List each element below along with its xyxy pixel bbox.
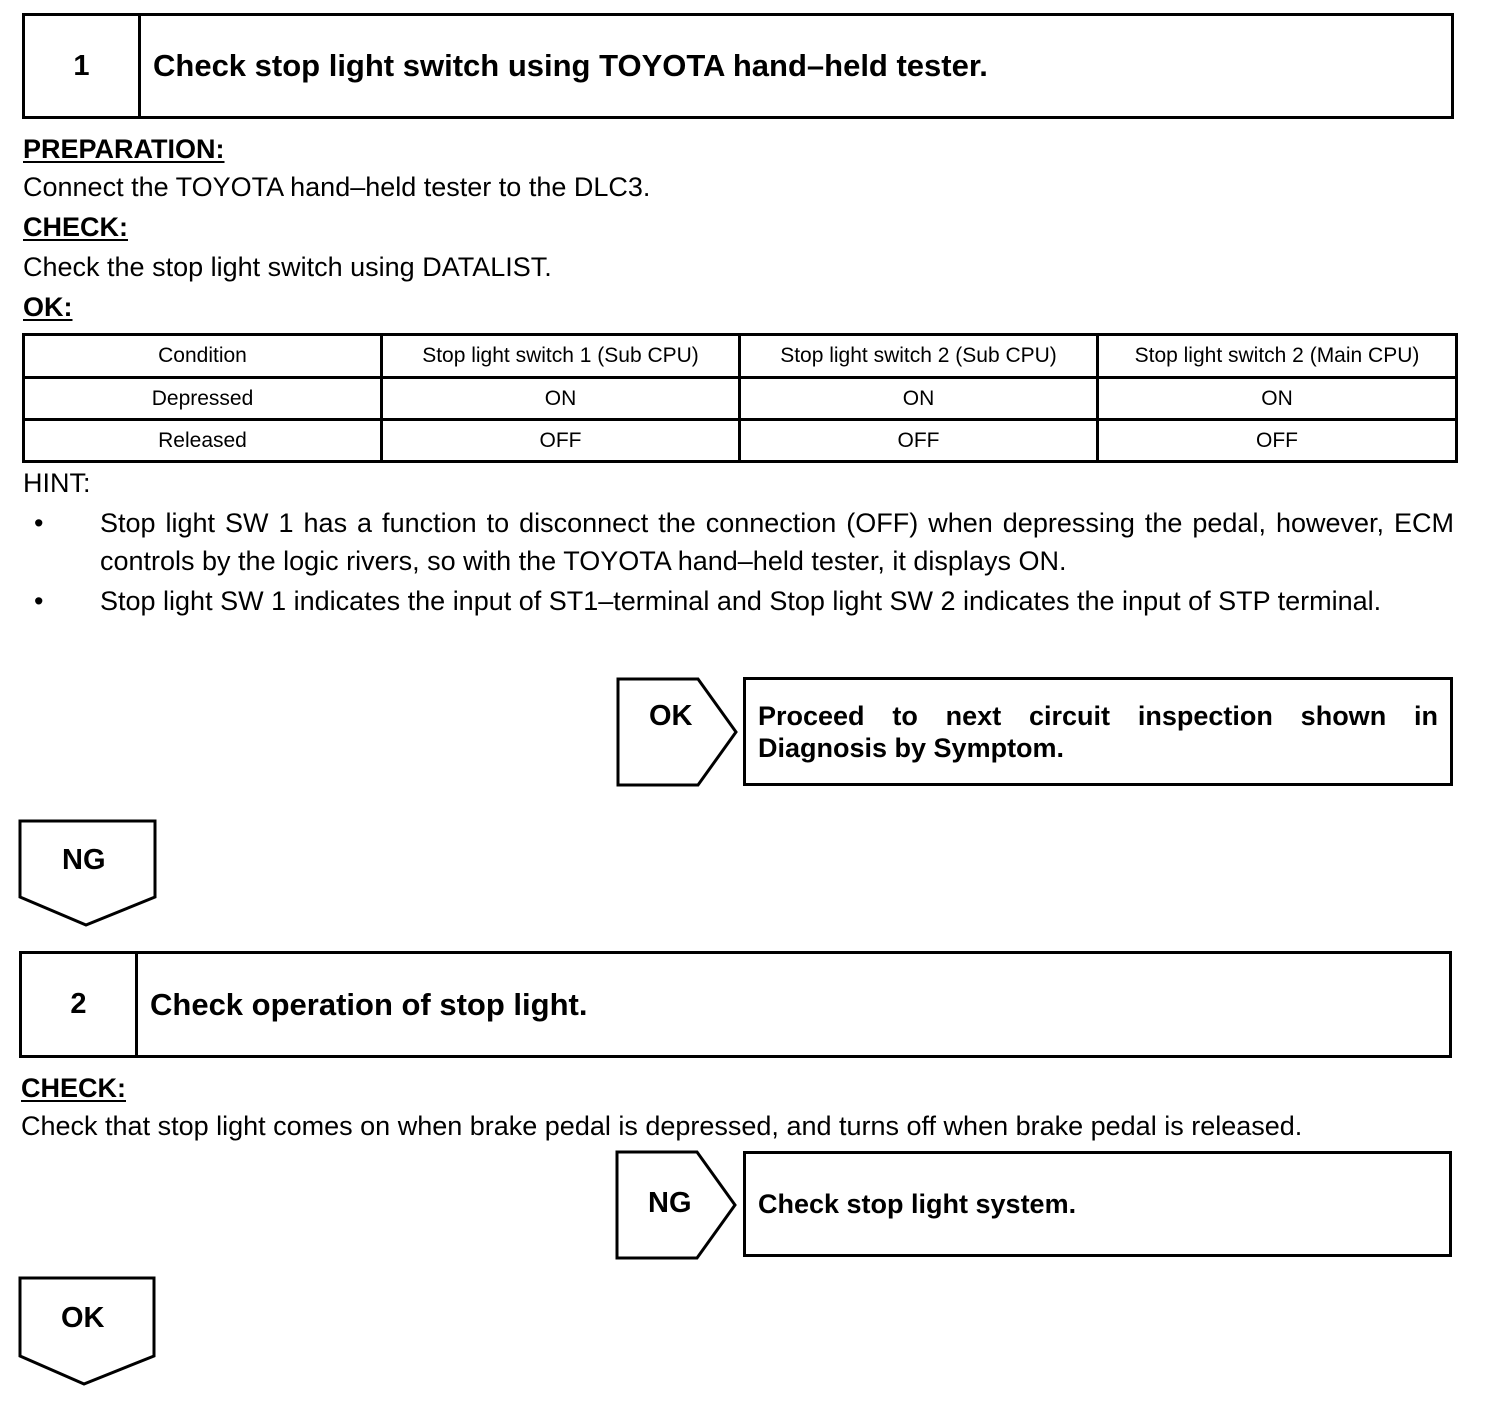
table-header-cell: Condition (24, 335, 382, 378)
ok-label: OK: (23, 292, 73, 322)
preparation-text: Connect the TOYOTA hand–held tester to the DLC3. (23, 172, 651, 202)
table-cell: Depressed (24, 378, 382, 420)
bullet-icon: • (34, 508, 44, 538)
step-2-number: 2 (22, 954, 138, 1055)
ng-arrow-label: NG (62, 844, 106, 876)
step-1-title: Check stop light switch using TOYOTA hand–held tester. (153, 48, 988, 83)
hint-text: Stop light SW 1 has a function to disconnect the connection (OFF) when depressing the pedal, however, ECM controls by the logic rivers, so with the TOYOTA hand–held tester, it displays ON. (100, 508, 1454, 576)
list-item (22, 504, 1454, 580)
preparation-label: PREPARATION: (23, 134, 225, 164)
ok-result-box (743, 677, 1453, 786)
switch-status-table (22, 333, 1458, 463)
table-cell: Released (24, 420, 382, 462)
table-cell: ON (382, 378, 740, 420)
check-text-1: Check the stop light switch using DATALIST. (23, 252, 552, 282)
step-1-header (22, 13, 1454, 119)
ok-arrow-label-2: OK (61, 1302, 105, 1334)
table-cell: ON (740, 378, 1098, 420)
step-2-title: Check operation of stop light. (150, 986, 588, 1022)
list-item (22, 582, 1454, 620)
ng-result-box (743, 1151, 1452, 1257)
hint-label: HINT: (23, 468, 91, 498)
table-cell: OFF (740, 420, 1098, 462)
table-header-cell: Stop light switch 1 (Sub CPU) (382, 335, 740, 378)
ng-arrow-label-2: NG (648, 1187, 692, 1219)
table-row (24, 420, 1457, 462)
step-2-header (19, 951, 1452, 1058)
hint-text: Stop light SW 1 indicates the input of ST1–terminal and Stop light SW 2 indicates the input of STP terminal. (100, 586, 1382, 616)
table-cell: OFF (1098, 420, 1457, 462)
ng-result-text: Check stop light system. (758, 1188, 1077, 1219)
check-label-1: CHECK: (23, 212, 128, 242)
check-label-2: CHECK: (21, 1073, 126, 1103)
bullet-icon: • (34, 586, 44, 616)
hint-list (22, 504, 1454, 620)
ok-result-text: Proceed to next circuit inspection shown in Diagnosis by Symptom. (758, 700, 1438, 763)
table-header-row (24, 335, 1457, 378)
table-header-cell: Stop light switch 2 (Sub CPU) (740, 335, 1098, 378)
check-text-2: Check that stop light comes on when brake pedal is depressed, and turns off when brake pedal is released. (21, 1111, 1303, 1141)
step-1-number: 1 (25, 16, 141, 116)
table-cell: OFF (382, 420, 740, 462)
table-row (24, 378, 1457, 420)
table-header-cell: Stop light switch 2 (Main CPU) (1098, 335, 1457, 378)
ok-arrow-label: OK (649, 700, 693, 732)
table-cell: ON (1098, 378, 1457, 420)
